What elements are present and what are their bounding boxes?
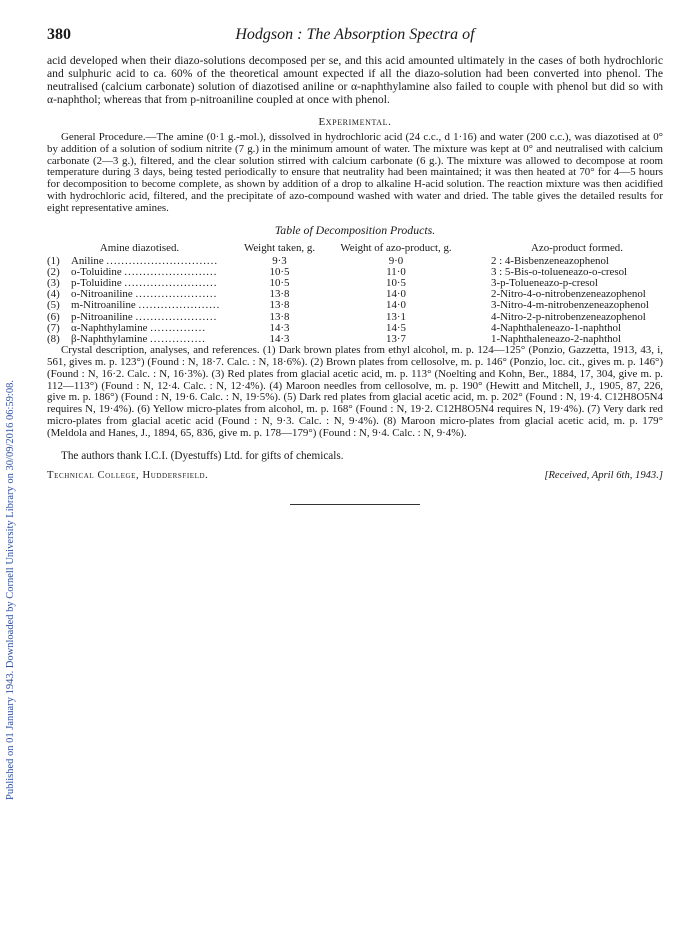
product-weight: 14·0	[386, 299, 406, 312]
azo-product: 2 : 4-Bisbenzeneazophenol	[491, 254, 609, 267]
row-number: (3)	[47, 276, 60, 289]
weight-taken: 14·3	[269, 333, 290, 345]
page-header	[47, 26, 663, 48]
section-heading: Experimental.	[318, 116, 392, 128]
weight-taken: 9·3	[272, 254, 287, 267]
row-number: (8)	[47, 333, 60, 345]
azo-product: 2-Nitro-4-o-nitrobenzeneazophenol	[491, 288, 646, 301]
amine-name: o-Nitroaniline	[71, 288, 133, 301]
article-page	[47, 26, 663, 505]
row-number: (2)	[47, 265, 60, 278]
row-number: (1)	[47, 254, 60, 267]
leader-dots: .........................	[124, 276, 218, 289]
table-caption: Table of Decomposition Products.	[274, 222, 436, 237]
product-weight: 11·0	[386, 265, 406, 278]
amine-name: o-Toluidine	[71, 265, 122, 278]
crystal-description-section	[47, 345, 663, 439]
column-header: Weight taken, g.	[243, 241, 316, 254]
weight-taken: 13·8	[269, 288, 290, 301]
leader-dots: ...............	[150, 333, 206, 345]
leader-dots: ......................	[138, 299, 221, 312]
azo-product: 1-Naphthaleneazo-2-naphthol	[491, 333, 622, 345]
table-header-row	[47, 242, 663, 256]
leader-dots: .........................	[124, 265, 218, 278]
amine-name: β-Naphthylamine	[71, 333, 148, 345]
intro-paragraph: acid developed when their diazo-solutions decomposed per se, and this acid amounted ultimately in the cases of both hydrochloric and sulphuric acid to ca. 60% of the theoretical amount expected if all the diazo-solution had been converted into phenol. The neutralised (calcium carbonate) solution of diazotised aniline or α-naphthylamine also failed to couple with phenol but did so with α-naphthol; whereas that from p-nitroaniline coupled at once with phenol.	[47, 54, 663, 106]
column-header: Azo-product formed.	[531, 241, 623, 254]
weight-taken: 10·5	[269, 276, 290, 289]
leader-dots: ......................	[135, 310, 218, 323]
weight-taken: 14·3	[269, 321, 290, 334]
weight-taken: 13·8	[269, 299, 290, 312]
download-watermark	[4, 150, 18, 800]
leader-dots: ......................	[135, 288, 218, 301]
azo-product: 4-Nitro-2-p-nitrobenzeneazophenol	[491, 310, 646, 323]
weight-taken: 10·5	[269, 265, 290, 278]
row-number: (6)	[47, 310, 60, 323]
amine-name: p-Nitroaniline	[71, 310, 133, 323]
leader-dots: ..............................	[106, 254, 219, 267]
product-weight: 10·5	[386, 276, 406, 289]
product-weight: 9·0	[388, 254, 404, 267]
leader-dots: ...............	[150, 321, 207, 334]
end-rule	[290, 504, 420, 505]
general-procedure-section	[47, 132, 663, 215]
azo-product: 3-p-Tolueneazo-p-cresol	[491, 276, 598, 289]
footer	[47, 470, 663, 484]
row-number: (7)	[47, 321, 60, 334]
row-number: (4)	[47, 288, 60, 301]
azo-product: 4-Naphthaleneazo-1-naphthol	[491, 321, 622, 334]
decomposition-table	[47, 242, 663, 346]
azo-product: 3-Nitro-4-m-nitrobenzeneazophenol	[491, 299, 649, 312]
crystal-description-paragraph: Crystal description, analyses, and references. (1) Dark brown plates from ethyl alcohol, m. p. 124—125° (Ponzio, Gazzetta, 1913, 43, i, 561, gives m. p. 123°) (Found : N, 18·7. Calc. : N, 18·6%). (2) Brown plates from cellosolve, m. p. 146° (Ponzio, loc. cit., gives m. p. 146°) (Found : N, 16·2. Calc. : N, 16·3%). (3) Red plates from glacial acetic acid, m. p. 113° (Noelting and Kohn, Ber., 1884, 17, 304, give m. p. 112—113°) (Found : N, 12·4. Calc. : N, 12·4%). (4) Maroon needles from cellosolve, m. p. 190° (Hewitt and Mitchell, J., 1905, 87, 226, give m. p. 186°) (Found : N, 19·6. Calc. : N, 19·5%). (5) Dark red plates from glacial acetic acid, m. p. 202° (Found : N, 19·4. C12H8O5N4 requires N, 19·4%). (6) Yellow micro-plates from alcohol, m. p. 168° (Found : N, 19·2. C12H8O5N4 requires N, 19·4%). (7) Very dark red micro-plates from glacial acetic acid (Found : N, 9·3. Calc. : N, 9·4%). (8) Maroon micro-plates from glacial acetic acid, m. p. 179° (Meldola and Hanes, J., 1894, 65, 836, give m. p. 178—179°) (Found : N, 9·4. Calc. : N, 9·4%).	[47, 344, 663, 439]
column-header: Weight of azo-product, g.	[340, 241, 452, 254]
received-date: [Received, April 6th, 1943.]	[544, 470, 663, 482]
amine-name: α-Naphthylamine	[71, 321, 148, 334]
column-header: Amine diazotised.	[99, 241, 180, 254]
running-title: Hodgson : The Absorption Spectra of	[235, 26, 475, 43]
amine-name: p-Toluidine	[71, 276, 122, 289]
product-weight: 13·7	[386, 333, 406, 345]
download-watermark-text: Published on 01 January 1943. Downloaded by Cornell University Library on 30/09/2016 06:59:08.	[5, 380, 16, 800]
general-procedure-paragraph: General Procedure.—The amine (0·1 g.-mol.), dissolved in hydrochloric acid (24 c.c., d 1·16) and water (200 c.c.), was diazotised at 0° by addition of a solution of sodium nitrite (7 g.) in the minimum amount of water. The mixture was kept at 0° and neutralised with calcium carbonate (2—3 g.), filtered, and the clear solution stirred with calcium carbonate (6 g.). The mixture was allowed to decompose at room temperature during 3 days, being tested periodically to ensure that neutrality had been maintained; it was then heated at 70° for 4—5 hours for decomposition to become complete, as shown by addition of a drop to alkaline H-acid solution. The reaction mixture was then acidified with hydrochloric acid, filtered, and the precipitate of azo-compound washed with water and dried. The table gives the detailed results for eight representative amines.	[47, 131, 663, 214]
weight-taken: 13·8	[269, 310, 290, 323]
product-weight: 14·5	[386, 321, 406, 334]
amine-name: Aniline	[71, 254, 104, 267]
product-weight: 13·1	[386, 310, 406, 323]
page-number: 380	[47, 26, 71, 43]
acknowledgement: The authors thank I.C.I. (Dyestuffs) Ltd. for gifts of chemicals.	[61, 449, 344, 462]
azo-product: 3 : 5-Bis-o-tolueneazo-o-cresol	[491, 265, 628, 278]
row-number: (5)	[47, 299, 60, 312]
affiliation: Technical College, Huddersfield.	[47, 470, 209, 482]
amine-name: m-Nitroaniline	[71, 299, 136, 312]
product-weight: 14·0	[386, 288, 406, 301]
intro-section	[47, 54, 663, 106]
